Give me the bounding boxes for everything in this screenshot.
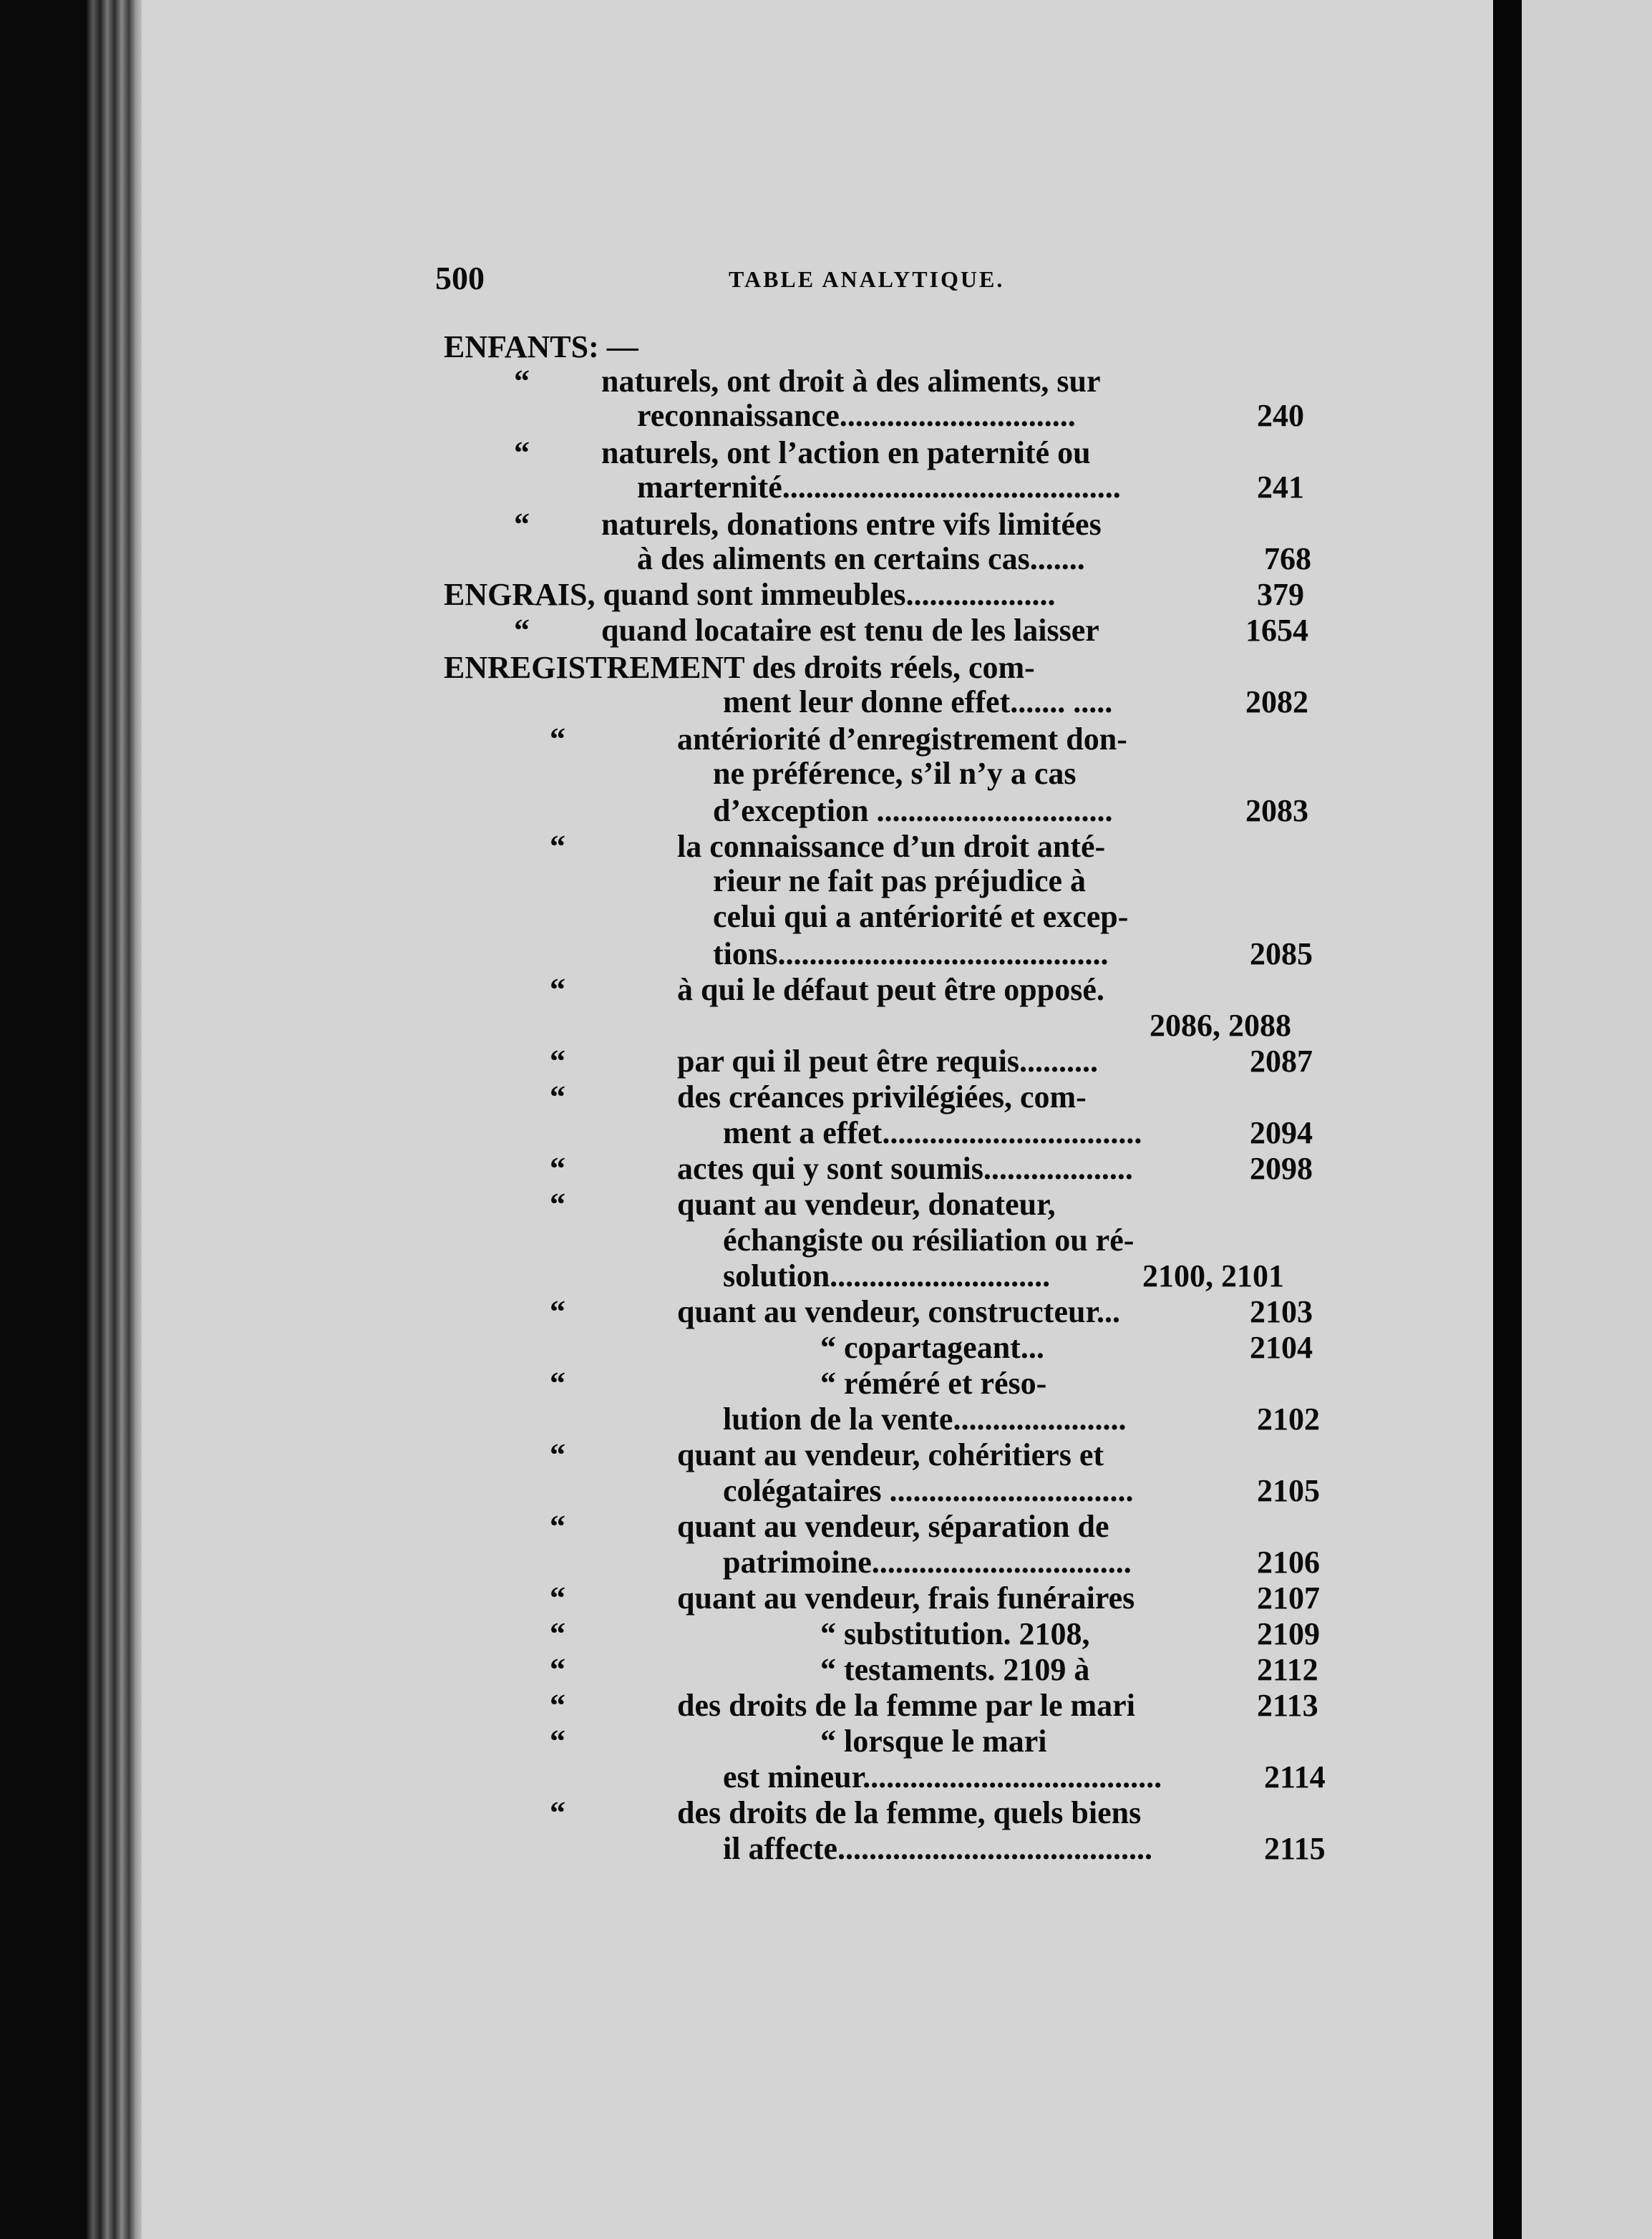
index-entry-line: [0, 470, 1652, 505]
entry-text: naturels, ont droit à des aliments, sur: [601, 364, 1101, 399]
index-entries: [0, 329, 1652, 2190]
entry-page-reference: 2100, 2101: [1142, 1258, 1284, 1293]
entry-page-reference: 2105: [1257, 1473, 1320, 1508]
entry-page-reference: 1654: [1245, 613, 1308, 648]
index-entry-line: [0, 829, 1652, 865]
entry-text: à qui le défaut peut être opposé.: [677, 972, 1104, 1007]
index-entry-line: [0, 1652, 1652, 1688]
entry-text: “ testaments. 2109 à: [820, 1652, 1090, 1687]
index-entry-line: [0, 1187, 1652, 1223]
entry-page-reference: 2115: [1264, 1831, 1326, 1866]
ditto-mark: “: [550, 1724, 565, 1759]
entry-page-reference: 768: [1264, 541, 1311, 576]
entry-page-reference: 2102: [1257, 1402, 1320, 1437]
entry-text: solution............................: [723, 1258, 1051, 1293]
ditto-mark: “: [550, 1652, 565, 1687]
index-entry-line: [0, 435, 1652, 471]
index-entry-line: [0, 1795, 1652, 1831]
entry-text: est mineur......................................: [723, 1759, 1162, 1794]
ditto-mark: “: [514, 364, 530, 399]
entry-page-reference: 2098: [1250, 1151, 1313, 1186]
ditto-mark: “: [550, 1079, 565, 1114]
index-entry-line: [0, 1509, 1652, 1545]
entry-text: d’exception ..............................: [713, 793, 1113, 828]
ditto-mark: “: [550, 1580, 565, 1616]
entry-text: rieur ne fait pas préjudice à: [713, 863, 1087, 898]
index-entry-line: [0, 650, 1652, 686]
index-entry-line: [0, 972, 1652, 1008]
index-entry-line: [0, 1616, 1652, 1652]
ditto-mark: “: [550, 1187, 565, 1222]
entry-page-reference: 2103: [1250, 1294, 1313, 1329]
index-entry-line: [0, 398, 1652, 434]
entry-text: quant au vendeur, cohéritiers et: [677, 1437, 1104, 1472]
entry-text: naturels, donations entre vifs limitées: [601, 507, 1102, 542]
entry-text: colégataires ...............................: [723, 1473, 1134, 1508]
ditto-mark: “: [550, 1437, 565, 1472]
index-entry-line: [0, 1079, 1652, 1115]
index-entry-line: [0, 364, 1652, 399]
entry-text: ENREGISTREMENT des droits réels, com-: [444, 650, 1035, 685]
index-entry-line: [0, 936, 1652, 972]
ditto-mark: “: [514, 435, 530, 470]
entry-text: des créances privilégiées, com-: [677, 1079, 1087, 1114]
page-number: 500: [435, 260, 485, 296]
page-header: [435, 259, 1337, 316]
entry-text: ENFANTS: —: [444, 329, 638, 364]
entry-page-reference: 2082: [1245, 684, 1308, 719]
ditto-mark: “: [550, 1366, 565, 1401]
entry-page-reference: 2094: [1250, 1115, 1313, 1150]
index-entry-line: [0, 1580, 1652, 1616]
index-entry-line: [0, 722, 1652, 757]
index-entry-line: [0, 541, 1652, 577]
entry-text: il affecte........................................: [723, 1831, 1152, 1866]
entry-text: reconnaissance..............................: [637, 398, 1076, 433]
ditto-mark: “: [550, 972, 565, 1007]
entry-page-reference: 2083: [1245, 793, 1308, 828]
index-entry-line: [0, 1402, 1652, 1437]
entry-text: marternité...........................................: [637, 470, 1121, 505]
index-entry-line: [0, 756, 1652, 792]
index-entry-line: [0, 1688, 1652, 1724]
entry-page-reference: 2086, 2088: [1150, 1008, 1291, 1043]
entry-text: naturels, ont l’action en paternité ou: [601, 435, 1091, 470]
entry-text: des droits de la femme, quels biens: [677, 1795, 1142, 1830]
entry-text: tions..........................................: [713, 936, 1109, 971]
entry-page-reference: 2109: [1257, 1616, 1320, 1651]
index-entry-line: [0, 1223, 1652, 1258]
index-entry-line: [0, 1759, 1652, 1795]
entry-text: à des aliments en certains cas.......: [637, 541, 1085, 576]
entry-page-reference: 379: [1257, 577, 1304, 612]
entry-page-reference: 2087: [1250, 1044, 1313, 1079]
index-entry-line: [0, 1294, 1652, 1330]
entry-page-reference: 2112: [1257, 1652, 1318, 1687]
entry-page-reference: 2107: [1257, 1580, 1320, 1616]
entry-page-reference: 2114: [1264, 1759, 1326, 1794]
entry-page-reference: 2106: [1257, 1545, 1320, 1580]
index-entry-line: [0, 899, 1652, 935]
entry-text: patrimoine.................................: [723, 1545, 1132, 1580]
ditto-mark: “: [550, 1616, 565, 1651]
entry-page-reference: 241: [1257, 470, 1304, 505]
entry-page-reference: 240: [1257, 398, 1304, 433]
entry-text: “ lorsque le mari: [820, 1724, 1047, 1759]
ditto-mark: “: [550, 1294, 565, 1329]
entry-text: la connaissance d’un droit anté-: [677, 829, 1106, 864]
entry-text: antériorité d’enregistrement don-: [677, 722, 1127, 757]
entry-text: ne préférence, s’il n’y a cas: [713, 756, 1077, 791]
entry-text: “ copartageant...: [820, 1330, 1044, 1365]
entry-text: des droits de la femme par le mari: [677, 1688, 1135, 1723]
index-entry-line: [0, 1831, 1652, 1867]
entry-text: “ substitution. 2108,: [820, 1616, 1090, 1651]
index-entry-line: [0, 1151, 1652, 1187]
index-entry-line: [0, 1115, 1652, 1151]
entry-text: actes qui y sont soumis...................: [677, 1151, 1133, 1186]
index-entry-line: [0, 507, 1652, 543]
entry-text: quant au vendeur, séparation de: [677, 1509, 1109, 1544]
entry-page-reference: 2113: [1257, 1688, 1318, 1723]
index-entry-line: [0, 1008, 1652, 1044]
entry-text: “ réméré et réso-: [820, 1366, 1047, 1401]
index-entry-line: [0, 793, 1652, 829]
entry-text: quant au vendeur, frais funéraires: [677, 1580, 1135, 1616]
entry-text: lution de la vente......................: [723, 1402, 1127, 1437]
entry-text: ment leur donne effet....... .....: [723, 684, 1113, 719]
ditto-mark: “: [550, 1795, 565, 1830]
ditto-mark: “: [514, 613, 530, 648]
index-entry-line: [0, 863, 1652, 899]
index-entry-line: [0, 329, 1652, 365]
entry-text: ENGRAIS, quand sont immeubles...................: [444, 577, 1056, 612]
running-title: TABLE ANALYTIQUE.: [729, 266, 1005, 292]
index-entry-line: [0, 613, 1652, 649]
index-entry-line: [0, 577, 1652, 613]
index-entry-line: [0, 684, 1652, 720]
ditto-mark: “: [550, 829, 565, 864]
entry-page-reference: 2104: [1250, 1330, 1313, 1365]
ditto-mark: “: [550, 722, 565, 757]
ditto-mark: “: [550, 1688, 565, 1723]
ditto-mark: “: [550, 1044, 565, 1079]
ditto-mark: “: [550, 1151, 565, 1186]
entry-text: quant au vendeur, donateur,: [677, 1187, 1056, 1222]
entry-page-reference: 2085: [1250, 936, 1313, 971]
entry-text: par qui il peut être requis..........: [677, 1044, 1098, 1079]
entry-text: échangiste ou résiliation ou ré-: [723, 1223, 1134, 1258]
index-entry-line: [0, 1437, 1652, 1473]
index-entry-line: [0, 1724, 1652, 1759]
index-entry-line: [0, 1044, 1652, 1079]
ditto-mark: “: [514, 507, 530, 542]
index-entry-line: [0, 1545, 1652, 1580]
index-entry-line: [0, 1473, 1652, 1509]
entry-text: quant au vendeur, constructeur...: [677, 1294, 1120, 1329]
entry-text: quand locataire est tenu de les laisser: [601, 613, 1099, 648]
ditto-mark: “: [550, 1509, 565, 1544]
index-entry-line: [0, 1258, 1652, 1294]
index-entry-line: [0, 1330, 1652, 1366]
entry-text: celui qui a antériorité et excep-: [713, 899, 1129, 934]
index-entry-line: [0, 1366, 1652, 1402]
entry-text: ment a effet.................................: [723, 1115, 1142, 1150]
